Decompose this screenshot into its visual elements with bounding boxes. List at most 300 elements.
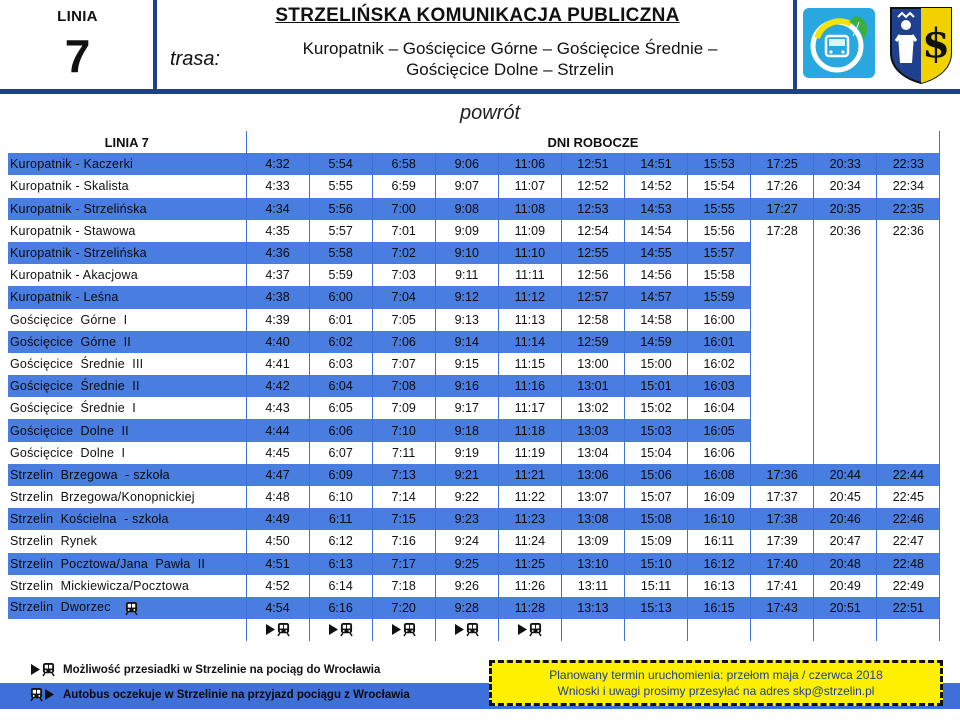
departure-time: 12:53 [561,198,624,220]
departure-time: 7:02 [372,242,435,264]
departure-time: 17:25 [751,153,814,175]
departure-time: 9:18 [435,419,498,441]
header [0,0,960,90]
departure-time: 7:20 [372,597,435,619]
timetable-body [8,153,940,641]
departure-time: 6:02 [309,331,372,353]
icon-row-spacer [8,619,246,641]
stop-name-text: Kuropatnik - Strzelińska [10,201,147,216]
departure-time: 11:18 [498,419,561,441]
departure-time: 13:10 [561,553,624,575]
departure-time: 9:06 [435,153,498,175]
departure-time: 7:05 [372,309,435,331]
departure-time: 20:46 [814,508,877,530]
departure-time: 13:00 [561,353,624,375]
route-line-1: Kuropatnik – Gościęcice Górne – Gościęcice Średnie – [302,39,718,58]
empty-cell [814,619,877,641]
empty-cell [624,619,687,641]
departure-time: 14:58 [624,309,687,331]
departure-time: 4:44 [246,419,309,441]
departure-time: 6:06 [309,419,372,441]
notice-line-1: Planowany termin uruchomienia: przełom maja / czerwca 2018 [549,668,883,682]
departure-time: 16:03 [688,375,751,397]
table-row [8,175,940,197]
svg-text:$: $ [922,20,950,67]
stop-name [8,175,246,197]
header-divider [153,0,157,89]
departure-time: 7:14 [372,486,435,508]
departure-time: 11:16 [498,375,561,397]
stop-name-text: Strzelin Brzegowa/Konopnickiej [10,490,195,505]
departure-time: 9:16 [435,375,498,397]
departure-time: 4:52 [246,575,309,597]
departure-time: 6:59 [372,175,435,197]
departure-time: 7:08 [372,375,435,397]
departure-time: 4:35 [246,220,309,242]
table-row [8,153,940,175]
play-triangle-icon [30,663,41,676]
play-train-icon [372,619,435,641]
table-row [8,375,940,397]
departure-time: 16:15 [688,597,751,619]
departure-time: 12:51 [561,153,624,175]
table-row [8,553,940,575]
departure-time: 13:07 [561,486,624,508]
departure-time: 15:03 [624,419,687,441]
line-number: 7 [64,30,91,82]
table-row [8,242,940,264]
departure-time: 7:09 [372,397,435,419]
departure-time: 15:53 [688,153,751,175]
play-train-icon [30,662,55,677]
departure-time: 16:09 [688,486,751,508]
coat-of-arms-icon [888,5,954,85]
departure-time: 4:45 [246,442,309,464]
route-label: trasa: [170,48,221,70]
departure-time: 17:26 [751,175,814,197]
stop-name [8,597,246,619]
departure-time: 9:22 [435,486,498,508]
departure-time: 11:19 [498,442,561,464]
stop-name [8,198,246,220]
departure-time: 6:04 [309,375,372,397]
departure-time: 15:00 [624,353,687,375]
table-header-days: DNI ROBOCZE [246,131,940,153]
departure-time [877,286,940,308]
empty-cell [877,619,940,641]
departure-time: 16:10 [688,508,751,530]
departure-time: 15:57 [688,242,751,264]
departure-time: 17:40 [751,553,814,575]
departure-time: 7:07 [372,353,435,375]
departure-time: 7:17 [372,553,435,575]
route-line-2: Gościęcice Dolne – Strzelin [406,60,614,79]
departure-time: 17:27 [751,198,814,220]
stop-name-text: Strzelin Kościelna - szkoła [10,512,169,527]
departure-time: 9:14 [435,331,498,353]
notice-box [489,660,943,706]
table-row [8,464,940,486]
departure-time: 11:26 [498,575,561,597]
departure-time: 15:08 [624,508,687,530]
stop-name [8,508,246,530]
table-row [8,220,940,242]
play-train-icon [498,619,561,641]
departure-time: 4:51 [246,553,309,575]
departure-time: 16:00 [688,309,751,331]
stop-name [8,419,246,441]
departure-time [877,264,940,286]
stop-name-text: Gościęcice Średnie II [10,379,140,394]
header-rule [0,89,960,94]
departure-time [814,242,877,264]
departure-time: 4:33 [246,175,309,197]
departure-time: 15:04 [624,442,687,464]
table-row [8,597,940,619]
departure-time: 9:12 [435,286,498,308]
departure-time: 15:07 [624,486,687,508]
stop-name-text: Strzelin Dworzec [10,600,111,615]
table-row [8,419,940,441]
departure-time: 14:56 [624,264,687,286]
departure-time: 22:51 [877,597,940,619]
departure-time: 11:23 [498,508,561,530]
departure-time [877,353,940,375]
departure-time: 7:06 [372,331,435,353]
departure-time: 16:05 [688,419,751,441]
departure-time [877,375,940,397]
departure-time: 11:22 [498,486,561,508]
departure-time [814,264,877,286]
departure-time: 6:09 [309,464,372,486]
departure-time [814,286,877,308]
departure-time: 20:35 [814,198,877,220]
table-row [8,331,940,353]
departure-time: 6:10 [309,486,372,508]
departure-time [877,331,940,353]
departure-time: 6:03 [309,353,372,375]
play-train-icon [246,619,309,641]
stop-name [8,575,246,597]
departure-time: 9:21 [435,464,498,486]
departure-time: 20:51 [814,597,877,619]
play-triangle-icon [454,623,465,636]
stop-name-text: Strzelin Brzegowa - szkoła [10,467,170,482]
departure-time: 12:56 [561,264,624,286]
departure-time: 13:06 [561,464,624,486]
departure-time: 22:44 [877,464,940,486]
departure-time: 4:36 [246,242,309,264]
departure-time: 11:15 [498,353,561,375]
departure-time: 11:25 [498,553,561,575]
departure-time [814,309,877,331]
departure-time [751,264,814,286]
departure-time: 16:12 [688,553,751,575]
departure-time: 9:10 [435,242,498,264]
departure-time: 4:48 [246,486,309,508]
line-label: LINIA [57,8,98,25]
departure-time: 17:37 [751,486,814,508]
header-divider-right [793,0,797,89]
departure-time: 7:15 [372,508,435,530]
departure-time [814,397,877,419]
departure-time: 7:18 [372,575,435,597]
departure-time: 20:48 [814,553,877,575]
departure-time [751,353,814,375]
departure-time: 14:53 [624,198,687,220]
departure-time: 22:45 [877,486,940,508]
departure-time: 17:36 [751,464,814,486]
departure-time: 12:59 [561,331,624,353]
stop-name-text: Gościęcice Górne II [10,334,131,349]
departure-time: 14:55 [624,242,687,264]
line-number-box [0,0,155,89]
departure-time: 16:06 [688,442,751,464]
departure-time [751,442,814,464]
departure-time: 7:03 [372,264,435,286]
departure-time [751,286,814,308]
departure-time: 16:01 [688,331,751,353]
stop-name [8,442,246,464]
departure-time: 15:11 [624,575,687,597]
departure-time: 11:10 [498,242,561,264]
departure-time: 11:17 [498,397,561,419]
departure-time: 20:33 [814,153,877,175]
departure-time: 11:09 [498,220,561,242]
departure-time: 13:11 [561,575,624,597]
departure-time: 22:48 [877,553,940,575]
table-row [8,530,940,552]
departure-time: 7:13 [372,464,435,486]
departure-time: 4:39 [246,309,309,331]
departure-time [877,397,940,419]
departure-time: 20:34 [814,175,877,197]
route-description [265,38,755,80]
departure-time: 5:58 [309,242,372,264]
departure-time: 20:49 [814,575,877,597]
stop-name [8,264,246,286]
departure-time: 9:15 [435,353,498,375]
departure-time: 11:07 [498,175,561,197]
stop-name-text: Kuropatnik - Strzelińska [10,246,147,261]
departure-time: 12:55 [561,242,624,264]
departure-time [814,419,877,441]
departure-time: 15:02 [624,397,687,419]
departure-time: 15:58 [688,264,751,286]
departure-time: 15:01 [624,375,687,397]
departure-time: 15:10 [624,553,687,575]
departure-time [814,331,877,353]
departure-time: 22:35 [877,198,940,220]
departure-time: 22:47 [877,530,940,552]
departure-time: 20:36 [814,220,877,242]
departure-time: 5:54 [309,153,372,175]
departure-time: 9:11 [435,264,498,286]
play-triangle-icon [391,623,402,636]
departure-time [814,353,877,375]
departure-time: 17:41 [751,575,814,597]
stop-name [8,375,246,397]
table-header-line: LINIA 7 [8,131,246,153]
departure-time: 14:57 [624,286,687,308]
departure-time: 11:06 [498,153,561,175]
departure-time: 13:08 [561,508,624,530]
departure-time: 5:57 [309,220,372,242]
departure-time: 22:36 [877,220,940,242]
departure-time: 4:42 [246,375,309,397]
departure-time: 6:13 [309,553,372,575]
departure-time: 6:11 [309,508,372,530]
departure-time: 6:58 [372,153,435,175]
legend-transfer-text: Możliwość przesiadki w Strzelinie na pociąg do Wrocławia [63,663,381,676]
stop-name-text: Strzelin Mickiewicza/Pocztowa [10,578,189,593]
table-row [8,397,940,419]
departure-time: 16:08 [688,464,751,486]
stop-name [8,464,246,486]
departure-time: 15:06 [624,464,687,486]
departure-time: 11:28 [498,597,561,619]
stop-name-text: Gościęcice Średnie III [10,356,144,371]
departure-time: 22:46 [877,508,940,530]
departure-time: 15:09 [624,530,687,552]
departure-time: 4:54 [246,597,309,619]
departure-time: 9:28 [435,597,498,619]
stop-name-text: Kuropatnik - Leśna [10,290,119,305]
departure-time: 11:24 [498,530,561,552]
train-play-icon [30,687,55,702]
departure-time: 22:49 [877,575,940,597]
departure-time: 12:58 [561,309,624,331]
play-triangle-icon [265,623,276,636]
departure-time: 9:07 [435,175,498,197]
departure-time: 13:04 [561,442,624,464]
departure-time: 13:03 [561,419,624,441]
departure-time: 11:08 [498,198,561,220]
departure-time: 4:43 [246,397,309,419]
stop-name [8,553,246,575]
stop-name [8,397,246,419]
table-row [8,442,940,464]
departure-time: 14:51 [624,153,687,175]
departure-time [814,375,877,397]
departure-time: 7:04 [372,286,435,308]
departure-time: 9:25 [435,553,498,575]
table-row [8,353,940,375]
play-train-icon [309,619,372,641]
departure-time: 9:19 [435,442,498,464]
departure-time [751,309,814,331]
empty-cell [688,619,751,641]
play-train-icon [435,619,498,641]
departure-time: 12:57 [561,286,624,308]
departure-time: 11:12 [498,286,561,308]
departure-time: 5:56 [309,198,372,220]
table-row [8,198,940,220]
departure-time: 11:11 [498,264,561,286]
stop-name [8,153,246,175]
departure-time: 17:38 [751,508,814,530]
departure-time: 7:00 [372,198,435,220]
departure-time: 6:16 [309,597,372,619]
departure-time: 16:13 [688,575,751,597]
stop-name-text: Strzelin Rynek [10,534,98,549]
departure-time: 15:13 [624,597,687,619]
table-row [8,286,940,308]
empty-cell [561,619,624,641]
departure-time: 9:17 [435,397,498,419]
departure-time: 15:54 [688,175,751,197]
departure-time: 4:34 [246,198,309,220]
timetable [8,131,940,641]
stop-name-text: Kuropatnik - Akacjowa [10,268,138,283]
transfer-icon-row [8,619,940,641]
departure-time: 6:12 [309,530,372,552]
departure-time: 22:34 [877,175,940,197]
stop-name [8,331,246,353]
departure-time: 5:55 [309,175,372,197]
departure-time [877,242,940,264]
departure-time: 17:39 [751,530,814,552]
departure-time: 20:47 [814,530,877,552]
table-row [8,575,940,597]
stop-name-text: Strzelin Pocztowa/Jana Pawła II [10,556,206,571]
stop-name [8,220,246,242]
departure-time: 4:49 [246,508,309,530]
direction-label: powrót [459,102,521,124]
table-row [8,508,940,530]
departure-time: 9:09 [435,220,498,242]
departure-time: 12:52 [561,175,624,197]
departure-time: 15:55 [688,198,751,220]
departure-time: 20:44 [814,464,877,486]
departure-time [877,419,940,441]
stop-name [8,353,246,375]
play-triangle-icon [517,623,528,636]
stop-name-text: Kuropatnik - Kaczerki [10,157,133,172]
departure-time [751,419,814,441]
departure-time: 17:43 [751,597,814,619]
departure-time: 4:40 [246,331,309,353]
stop-name-text: Gościęcice Średnie I [10,401,136,416]
departure-time: 4:47 [246,464,309,486]
departure-time: 9:24 [435,530,498,552]
departure-time: 4:32 [246,153,309,175]
departure-time [877,442,940,464]
departure-time [814,442,877,464]
departure-time: 13:13 [561,597,624,619]
departure-time: 11:21 [498,464,561,486]
departure-time: 9:23 [435,508,498,530]
stop-name-text: Gościęcice Dolne II [10,423,129,438]
departure-time: 6:05 [309,397,372,419]
table-row [8,486,940,508]
departure-time: 17:28 [751,220,814,242]
play-triangle-icon [44,688,55,701]
stop-name-text: Gościęcice Górne I [10,312,128,327]
departure-time [751,242,814,264]
legend-transfer [30,662,380,677]
departure-time: 6:01 [309,309,372,331]
departure-time: 7:16 [372,530,435,552]
departure-time [877,309,940,331]
departure-time: 16:04 [688,397,751,419]
stop-name-text: Kuropatnik - Skalista [10,179,129,194]
departure-time [751,331,814,353]
departure-time: 6:14 [309,575,372,597]
departure-time: 16:02 [688,353,751,375]
departure-time: 9:26 [435,575,498,597]
departure-time: 22:33 [877,153,940,175]
